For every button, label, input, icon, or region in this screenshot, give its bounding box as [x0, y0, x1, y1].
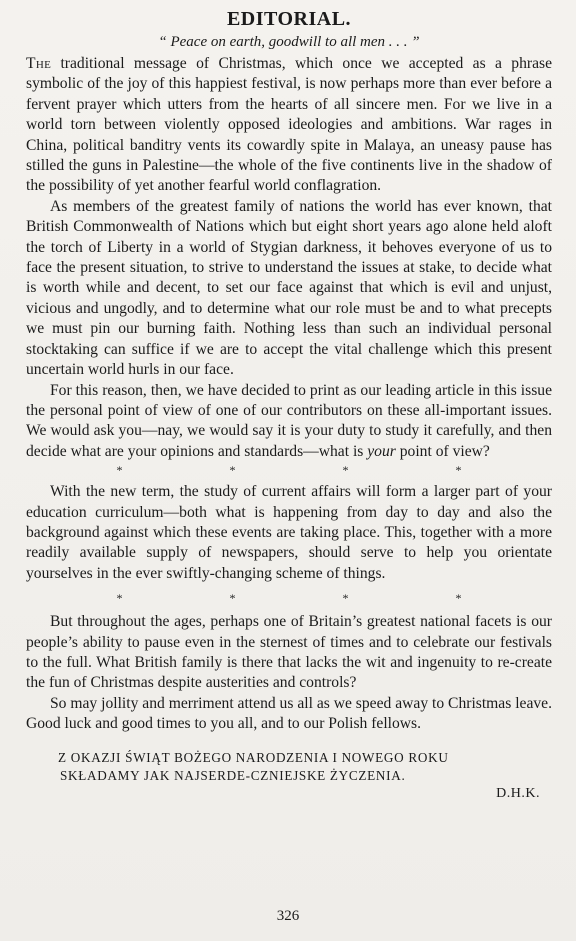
paragraph-3: [26, 381, 552, 463]
polish-greeting-line-1: Z OKAZJI ŚWIĄT BOŻEGO NARODZENIA I NOWEGO ROKU: [58, 749, 449, 765]
emphasis-your: your: [367, 442, 396, 460]
paragraph-4: With the new term, the study of current affairs will form a larger part of your education curriculum—both what is happening from day to day and also the background against which these events are taking place. This, together with a more readily available supply of newspapers, should serve to help you orientate yourselves in the ever swiftly-changing scheme of things.: [26, 483, 552, 582]
polish-greeting-line-2: SKŁADAMY JAK NAJSERDE-CZNIEJSKE ŻYCZENIA.: [60, 767, 406, 783]
page-title: EDITORIAL.: [226, 8, 352, 30]
section-separator: * * * *: [116, 463, 514, 478]
paragraph-1-text: traditional message of Christmas, which once we accepted as a phrase symbolic of the joy of this happiest festival, is now perhaps more than ever before a fervent prayer which utters from the hearts of all sincere men. For we live in a world torn between violently opposed ideologies and ambitions. War rages in China, political banditry vents its cowardly spite in Malaya, an uneasy pause has stilled the guns in Palestine—the whole of the five continents live in the shadow of the possibility of yet another fearful world conflagration.: [26, 55, 552, 195]
paragraph-3-text-b: point of view?: [395, 442, 490, 460]
section-separator: * * * *: [116, 591, 514, 606]
paragraph-1: [26, 54, 552, 197]
paragraph-3-text-a: For this reason, then, we have decided to print as our leading article in this issue the personal point of view of one of our contributors on these all-important issues. We would ask you—nay, we would say it is your duty to study it carefully, and then decide what are your opinions and standards—what is: [26, 381, 552, 460]
page-number: 326: [276, 908, 300, 924]
lead-word: The: [26, 55, 52, 72]
paragraph-5: But throughout the ages, perhaps one of Britain’s greatest national facets is our people’s ability to pause even in the sternest of times and to celebrate our festivals to the full. What British family is there that lacks the wit and ingenuity to re-create the fun of Christmas despite austerities and controls?: [26, 613, 552, 692]
epigraph: “ Peace on earth, goodwill to all men . . . ”: [158, 34, 420, 50]
paragraph-2: As members of the greatest family of nations the world has ever known, that British Commonwealth of Nations which but eight short years ago alone held aloft the torch of Liberty in a world of Stygian darkness, it behoves everyone of us to face the present situation, to strive to understand the issues at stake, to decide what is worth while and decent, to set our face against that which is evil and unjust, vicious and ungodly, and to determine what our role must be and to what precepts we must pin our burning faith. Nothing less than such an individual personal stocktaking can suffice if we are to accept the vital challenge which this present uncertain world hurls in our face.: [26, 197, 552, 379]
article-body: [26, 54, 552, 735]
paragraph-6: So may jollity and merriment attend us all as we speed away to Christmas leave. Good luck and good times to you all, and to our Polish fellows.: [26, 694, 552, 733]
author-signature: D.H.K.: [496, 785, 540, 801]
polish-greeting: [26, 749, 552, 785]
